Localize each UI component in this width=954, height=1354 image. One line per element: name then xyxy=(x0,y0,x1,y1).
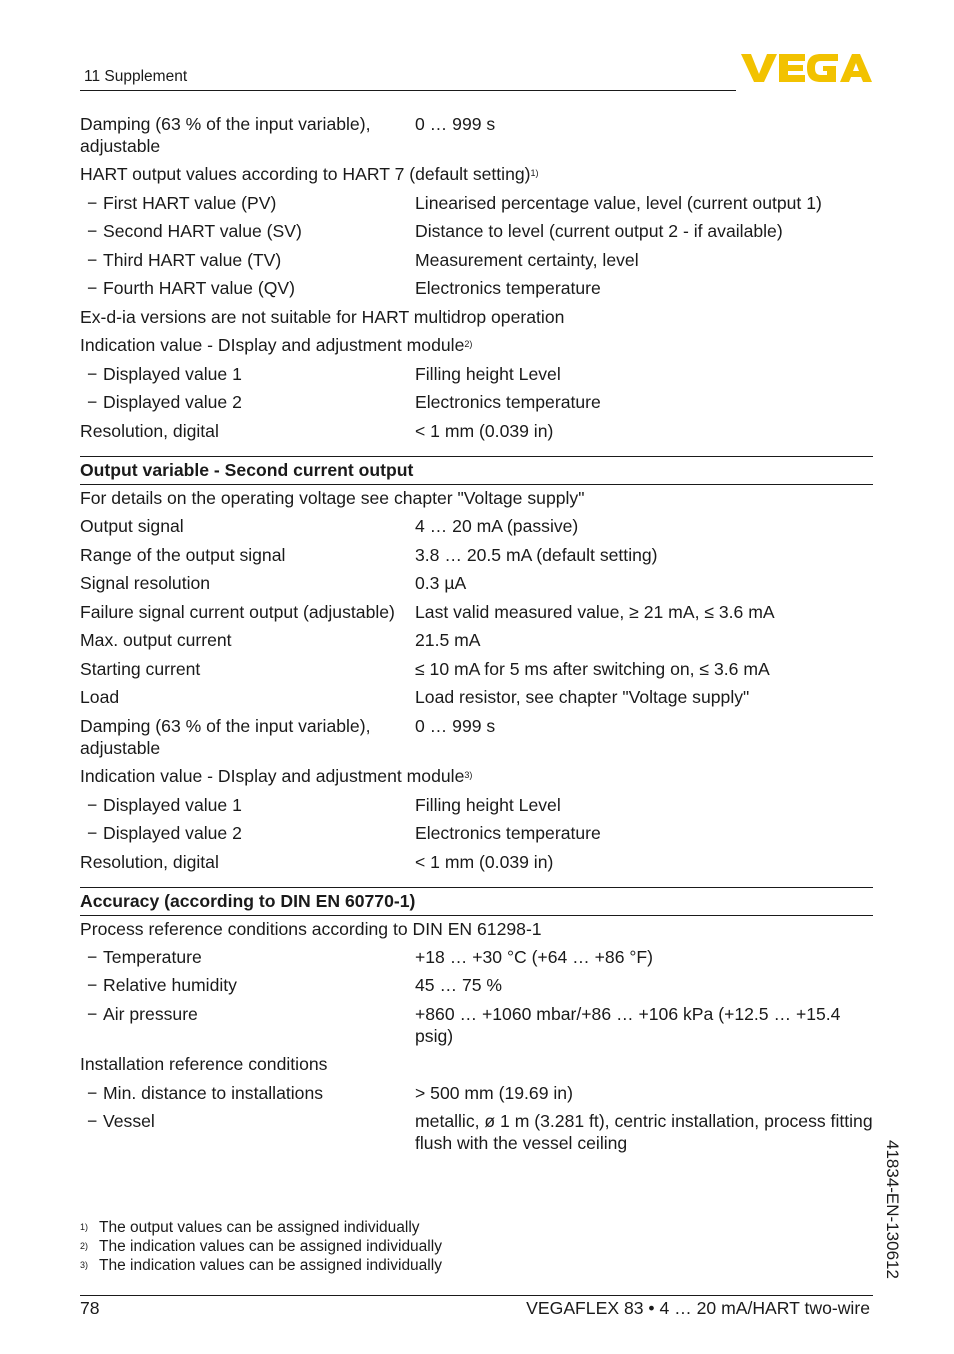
spec-label-text: Fourth HART value (QV) xyxy=(103,278,295,298)
header-section-title: 11 Supplement xyxy=(84,68,188,85)
spec-heading: For details on the operating voltage see chapter "Voltage supply" xyxy=(80,488,585,508)
list-dash: − xyxy=(87,1083,98,1103)
spec-label-text: Temperature xyxy=(103,947,202,967)
spec-label-text: Displayed value 2 xyxy=(103,392,242,412)
spec-value: +860 … +1060 mbar/+86 … +106 kPa (+12.5 … +15.4 psig) xyxy=(415,1004,841,1046)
list-dash: − xyxy=(87,221,98,241)
spec-value: metallic, ø 1 m (3.281 ft), centric installation, process fitting flush with the vessel ceiling xyxy=(415,1111,873,1153)
section-rule-top xyxy=(80,887,873,888)
spec-value: Electronics temperature xyxy=(415,823,601,843)
list-dash: − xyxy=(87,392,98,412)
footnote xyxy=(80,1218,420,1237)
spec-label-text: Damping (63 % of the input variable), adjustable xyxy=(80,114,371,156)
spec-value: Load resistor, see chapter "Voltage supply" xyxy=(415,687,750,707)
document-id: 41834-EN-130612 xyxy=(883,1140,902,1279)
spec-label-text: First HART value (PV) xyxy=(103,193,277,213)
vega-logo xyxy=(741,52,872,84)
spec-label-text: Third HART value (TV) xyxy=(103,250,282,270)
spec-label-text: Relative humidity xyxy=(103,975,237,995)
spec-heading: Indication value - DIsplay and adjustment module$^{3)}$ xyxy=(80,766,473,786)
spec-label-text: Output signal xyxy=(80,516,184,536)
spec-label xyxy=(80,515,405,537)
spec-label xyxy=(87,192,405,214)
spec-label xyxy=(87,822,405,844)
spec-value: +18 … +30 °C (+64 … +86 °F) xyxy=(415,947,654,967)
spec-value: < 1 mm (0.039 in) xyxy=(415,421,554,441)
spec-label-text: Resolution, digital xyxy=(80,852,219,872)
spec-label xyxy=(80,629,405,651)
spec-label-text: Displayed value 2 xyxy=(103,823,242,843)
spec-label xyxy=(87,974,405,996)
spec-label xyxy=(87,1003,405,1025)
spec-label xyxy=(80,601,405,623)
spec-label-text: Displayed value 1 xyxy=(103,795,242,815)
spec-label xyxy=(87,277,405,299)
spec-label xyxy=(87,794,405,816)
spec-value: > 500 mm (19.69 in) xyxy=(415,1083,573,1103)
spec-label-text: Resolution, digital xyxy=(80,421,219,441)
page-number: 78 xyxy=(80,1298,100,1318)
section-rule-top xyxy=(80,456,873,457)
spec-label xyxy=(87,946,405,968)
spec-label xyxy=(80,851,405,873)
list-dash: − xyxy=(87,1004,98,1024)
list-dash: − xyxy=(87,250,98,270)
spec-value: < 1 mm (0.039 in) xyxy=(415,852,554,872)
footnote-text: The indication values can be assigned individually xyxy=(99,1238,442,1255)
spec-value: Electronics temperature xyxy=(415,392,601,412)
spec-value: 0 … 999 s xyxy=(415,716,496,736)
list-dash: − xyxy=(87,193,98,213)
footnote-ref: 2) xyxy=(464,339,473,349)
spec-heading: Process reference conditions according to DIN EN 61298-1 xyxy=(80,919,542,939)
spec-label-text: Vessel xyxy=(103,1111,155,1131)
spec-value: 45 … 75 % xyxy=(415,975,503,995)
spec-value: 0.3 µA xyxy=(415,573,467,593)
spec-value: 3.8 … 20.5 mA (default setting) xyxy=(415,545,658,565)
footnote xyxy=(80,1237,442,1256)
spec-label xyxy=(87,391,405,413)
spec-label xyxy=(87,220,405,242)
list-dash: − xyxy=(87,823,98,843)
spec-heading: Installation reference conditions xyxy=(80,1054,328,1074)
spec-label-text: Min. distance to installations xyxy=(103,1083,324,1103)
section-title-second-current-output: Output variable - Second current output xyxy=(80,460,414,480)
spec-label xyxy=(80,686,405,708)
footnote-mark: 2) xyxy=(80,1241,89,1251)
spec-label-text: Second HART value (SV) xyxy=(103,221,302,241)
spec-label-text: Load xyxy=(80,687,120,707)
spec-value: Linearised percentage value, level (current output 1) xyxy=(415,193,822,213)
spec-label xyxy=(80,113,405,157)
spec-value: 0 … 999 s xyxy=(415,114,496,134)
spec-heading: Indication value - DIsplay and adjustment module$^{2)}$ xyxy=(80,335,473,355)
header-rule xyxy=(80,90,736,91)
spec-label-text: Signal resolution xyxy=(80,573,211,593)
footnote xyxy=(80,1256,442,1275)
spec-label-text: Starting current xyxy=(80,659,201,679)
footnote-mark: 3) xyxy=(80,1260,89,1270)
spec-label xyxy=(80,715,405,759)
spec-label xyxy=(80,544,405,566)
product-name: VEGAFLEX 83 • 4 … 20 mA/HART two-wire xyxy=(526,1298,870,1318)
spec-label xyxy=(87,249,405,271)
spec-label xyxy=(87,1082,405,1104)
spec-label xyxy=(80,572,405,594)
footnote-ref: 1) xyxy=(530,168,539,178)
spec-value: Filling height Level xyxy=(415,364,561,384)
section-title-accuracy: Accuracy (according to DIN EN 60770-1) xyxy=(80,891,416,911)
spec-value: 21.5 mA xyxy=(415,630,481,650)
spec-value: Filling height Level xyxy=(415,795,561,815)
spec-value: ≤ 10 mA for 5 ms after switching on, ≤ 3.6 mA xyxy=(415,659,770,679)
section-rule-bottom xyxy=(80,484,873,485)
spec-label-text: Displayed value 1 xyxy=(103,364,242,384)
spec-label xyxy=(87,363,405,385)
footnote-text: The output values can be assigned individually xyxy=(99,1219,420,1236)
spec-label-text: Failure signal current output (adjustable) xyxy=(80,602,395,622)
spec-heading: HART output values according to HART 7 (default setting)$^{1)}$ xyxy=(80,164,539,184)
spec-label-text: Max. output current xyxy=(80,630,232,650)
list-dash: − xyxy=(87,278,98,298)
spec-value: 4 … 20 mA (passive) xyxy=(415,516,579,536)
footnote-text: The indication values can be assigned individually xyxy=(99,1257,442,1274)
spec-value: Last valid measured value, ≥ 21 mA, ≤ 3.6 mA xyxy=(415,602,775,622)
spec-label xyxy=(87,1110,405,1132)
footer-rule xyxy=(80,1295,873,1296)
section-rule-bottom xyxy=(80,915,873,916)
list-dash: − xyxy=(87,975,98,995)
footnote-ref: 3) xyxy=(464,770,473,780)
footnote-mark: 1) xyxy=(80,1222,89,1232)
list-dash: − xyxy=(87,1111,98,1131)
spec-value: Electronics temperature xyxy=(415,278,601,298)
spec-label-text: Range of the output signal xyxy=(80,545,286,565)
spec-label-text: Damping (63 % of the input variable), adjustable xyxy=(80,716,371,758)
list-dash: − xyxy=(87,795,98,815)
spec-value: Distance to level (current output 2 - if available) xyxy=(415,221,783,241)
spec-heading: Ex-d-ia versions are not suitable for HART multidrop operation xyxy=(80,307,565,327)
list-dash: − xyxy=(87,364,98,384)
spec-label-text: Air pressure xyxy=(103,1004,198,1024)
list-dash: − xyxy=(87,947,98,967)
spec-label xyxy=(80,658,405,680)
spec-value: Measurement certainty, level xyxy=(415,250,639,270)
spec-label xyxy=(80,420,405,442)
